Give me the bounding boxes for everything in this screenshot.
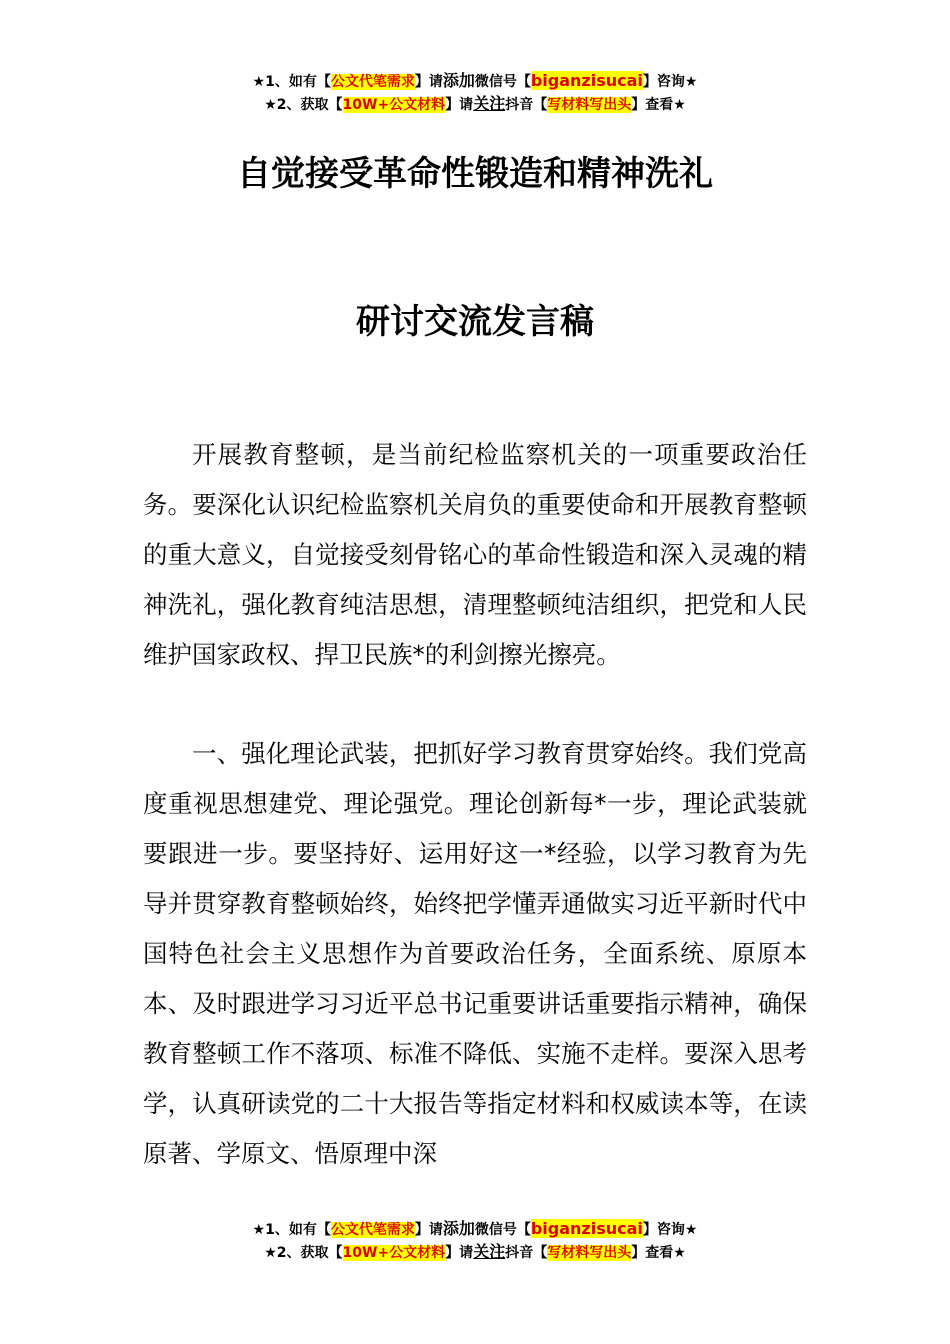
- paragraph: 一、强化理论武装，把抓好学习教育贯穿始终。我们党高度重视思想建党、理论强党。理论创新每*一步，理论武装就要跟进一步。要坚持好、运用好这一*经验，以学习教育为先导并贯穿教育整顿始终，始终把学懂弄通做实习近平新时代中国特色社会主义思想作为首要政治任务，全面系统、原原本本、及时跟进学习习近平总书记重要讲话重要指示精神，确保教育整顿工作不落项、标准不降低、实施不走样。要深入思考学，认真研读党的二十大报告等指定材料和权威读本等，在读原著、学原文、悟原理中深: [143, 739, 807, 1168]
- banner-line-1: ★1、如有【公文代笔需求】请添加微信号【biganzisucai】咨询★: [252, 71, 698, 90]
- document-subtitle: 研讨交流发言稿: [356, 302, 594, 342]
- wechat-id: biganzisucai: [530, 1219, 643, 1238]
- banner-line-1: ★1、如有【公文代笔需求】请添加微信号【biganzisucai】咨询★: [252, 1219, 698, 1238]
- footer-banner: [0, 1218, 950, 1264]
- header-banner: [0, 70, 950, 116]
- banner-line-2: ★2、获取【10W+公文材料】请关注抖音【写材料写出头】查看★: [264, 1242, 686, 1261]
- document-title: 自觉接受革命性锻造和精神洗礼: [237, 154, 713, 194]
- wechat-id: biganzisucai: [530, 71, 643, 90]
- banner-line-2: ★2、获取【10W+公文材料】请关注抖音【写材料写出头】查看★: [264, 94, 686, 113]
- paragraph: 开展教育整顿，是当前纪检监察机关的一项重要政治任务。要深化认识纪检监察机关肩负的重要使命和开展教育整顿的重大意义，自觉接受刻骨铭心的革命性锻造和深入灵魂的精神洗礼，强化教育纯洁思想，清理整顿纯洁组织，把党和人民维护国家政权、捍卫民族*的利剑擦光擦亮。: [143, 440, 807, 669]
